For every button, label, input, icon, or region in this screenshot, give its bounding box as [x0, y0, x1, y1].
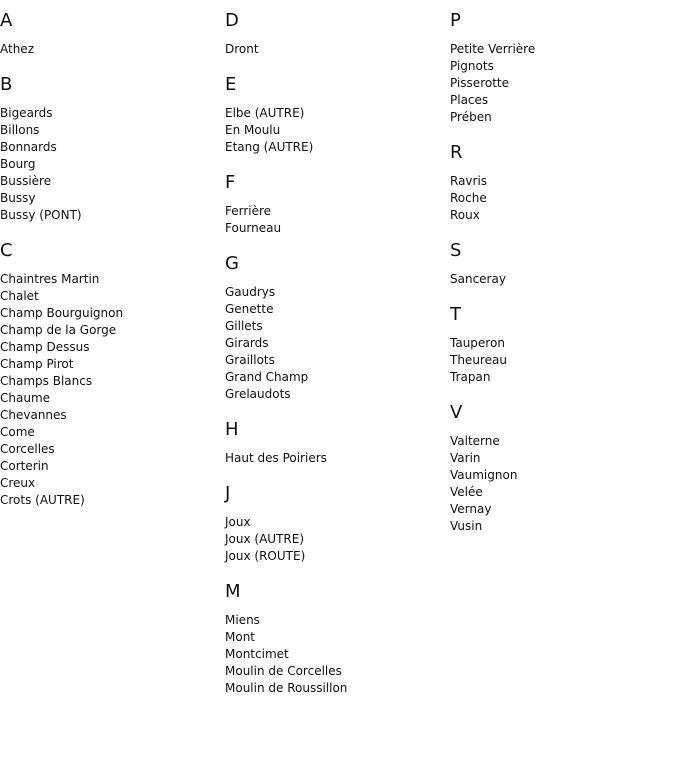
place-entry[interactable]: Champs Blancs: [0, 374, 93, 388]
place-entry[interactable]: Vaumignon: [450, 468, 518, 482]
letter-group: [225, 483, 445, 565]
letter-group: [225, 581, 445, 697]
place-entry[interactable]: Bussy (PONT): [0, 208, 82, 222]
letter-heading: R: [450, 142, 463, 163]
letter-group: [225, 10, 445, 58]
letter-heading: T: [450, 304, 461, 325]
place-entry[interactable]: Prében: [450, 110, 492, 124]
place-entry[interactable]: Dront: [225, 42, 259, 56]
place-entry[interactable]: Elbe (AUTRE): [225, 106, 305, 120]
place-entry[interactable]: Pignots: [450, 59, 494, 73]
place-entry[interactable]: Vernay: [450, 502, 492, 516]
place-entry[interactable]: Athez: [0, 42, 34, 56]
place-entry[interactable]: Bigeards: [0, 106, 53, 120]
place-entry[interactable]: Trapan: [450, 370, 491, 384]
entry-list: [225, 612, 445, 697]
letter-heading: G: [225, 253, 239, 274]
letter-heading: F: [225, 172, 236, 193]
place-entry[interactable]: Bonnards: [0, 140, 57, 154]
entry-list: [450, 41, 670, 126]
place-entry[interactable]: Montcimet: [225, 647, 289, 661]
place-entry[interactable]: Grand Champ: [225, 370, 309, 384]
letter-heading: E: [225, 74, 237, 95]
letter-heading: H: [225, 419, 239, 440]
place-entry[interactable]: Come: [0, 425, 35, 439]
letter-group: [450, 240, 670, 288]
place-entry[interactable]: Champ Bourguignon: [0, 306, 124, 320]
place-entry[interactable]: Etang (AUTRE): [225, 140, 314, 154]
letter-group: [450, 402, 670, 535]
place-entry[interactable]: Bussy: [0, 191, 36, 205]
index-column: [450, 10, 670, 551]
place-entry[interactable]: Miens: [225, 613, 260, 627]
entry-list: [0, 271, 220, 509]
letter-group: [0, 74, 220, 224]
entry-list: [225, 450, 445, 467]
place-entry[interactable]: Joux: [225, 515, 251, 529]
place-entry[interactable]: Graillots: [225, 353, 275, 367]
entry-list: [225, 41, 445, 58]
place-entry[interactable]: Creux: [0, 476, 36, 490]
place-entry[interactable]: Corcelles: [0, 442, 55, 456]
place-entry[interactable]: Petite Verrière: [450, 42, 536, 56]
place-entry[interactable]: Fourneau: [225, 221, 282, 235]
entry-list: [225, 105, 445, 156]
place-entry[interactable]: Bussière: [0, 174, 52, 188]
place-entry[interactable]: Champ Pirot: [0, 357, 74, 371]
entry-list: [450, 173, 670, 224]
entry-list: [225, 203, 445, 237]
index-column: [225, 10, 445, 713]
place-entry[interactable]: Vusin: [450, 519, 483, 533]
entry-list: [225, 284, 445, 403]
place-entry[interactable]: Chaintres Martin: [0, 272, 100, 286]
place-entry[interactable]: Pisserotte: [450, 76, 509, 90]
place-entry[interactable]: Billons: [0, 123, 40, 137]
letter-group: [450, 304, 670, 386]
place-entry[interactable]: En Moulu: [225, 123, 281, 137]
place-entry[interactable]: Bourg: [0, 157, 36, 171]
entry-list: [450, 271, 670, 288]
place-entry[interactable]: Mont: [225, 630, 256, 644]
letter-group: [0, 10, 220, 58]
entry-list: [450, 433, 670, 535]
letter-group: [450, 142, 670, 224]
letter-group: [225, 74, 445, 156]
place-entry[interactable]: Grelaudots: [225, 387, 291, 401]
place-entry[interactable]: Joux (ROUTE): [225, 549, 306, 563]
letter-heading: J: [225, 483, 231, 504]
place-entry[interactable]: Joux (AUTRE): [225, 532, 305, 546]
place-entry[interactable]: Champ Dessus: [0, 340, 90, 354]
letter-group: [450, 10, 670, 126]
place-entry[interactable]: Velée: [450, 485, 483, 499]
letter-group: [225, 419, 445, 467]
letter-heading: A: [0, 10, 13, 31]
place-entry[interactable]: Moulin de Roussillon: [225, 681, 348, 695]
place-entry[interactable]: Theureau: [450, 353, 507, 367]
place-entry[interactable]: Sanceray: [450, 272, 506, 286]
letter-group: [225, 172, 445, 237]
letter-heading: S: [450, 240, 462, 261]
place-entry[interactable]: Roche: [450, 191, 487, 205]
place-entry[interactable]: Tauperon: [450, 336, 505, 350]
entry-list: [450, 335, 670, 386]
letter-heading: V: [450, 402, 463, 423]
entry-list: [0, 105, 220, 224]
letter-heading: B: [0, 74, 13, 95]
place-entry[interactable]: Champ de la Gorge: [0, 323, 117, 337]
place-entry[interactable]: Genette: [225, 302, 274, 316]
place-entry[interactable]: Roux: [450, 208, 480, 222]
place-entry[interactable]: Varin: [450, 451, 481, 465]
letter-group: [225, 253, 445, 403]
place-entry[interactable]: Chevannes: [0, 408, 67, 422]
place-entry[interactable]: Chalet: [0, 289, 39, 303]
place-entry[interactable]: Moulin de Corcelles: [225, 664, 342, 678]
letter-heading: C: [0, 240, 13, 261]
letter-heading: P: [450, 10, 461, 31]
place-entry[interactable]: Gillets: [225, 319, 263, 333]
place-entry[interactable]: Chaume: [0, 391, 51, 405]
place-entry[interactable]: Ferrière: [225, 204, 272, 218]
entry-list: [0, 41, 220, 58]
index-column: [0, 10, 220, 525]
place-entry[interactable]: Crots (AUTRE): [0, 493, 85, 507]
place-entry[interactable]: Corterin: [0, 459, 49, 473]
place-entry[interactable]: Places: [450, 93, 489, 107]
letter-heading: D: [225, 10, 239, 31]
place-entry[interactable]: Girards: [225, 336, 269, 350]
letter-group: [0, 240, 220, 509]
place-entry[interactable]: Ravris: [450, 174, 488, 188]
place-entry[interactable]: Gaudrys: [225, 285, 276, 299]
letter-heading: M: [225, 581, 241, 602]
place-entry[interactable]: Valterne: [450, 434, 500, 448]
place-entry[interactable]: Haut des Poiriers: [225, 451, 327, 465]
entry-list: [225, 514, 445, 565]
